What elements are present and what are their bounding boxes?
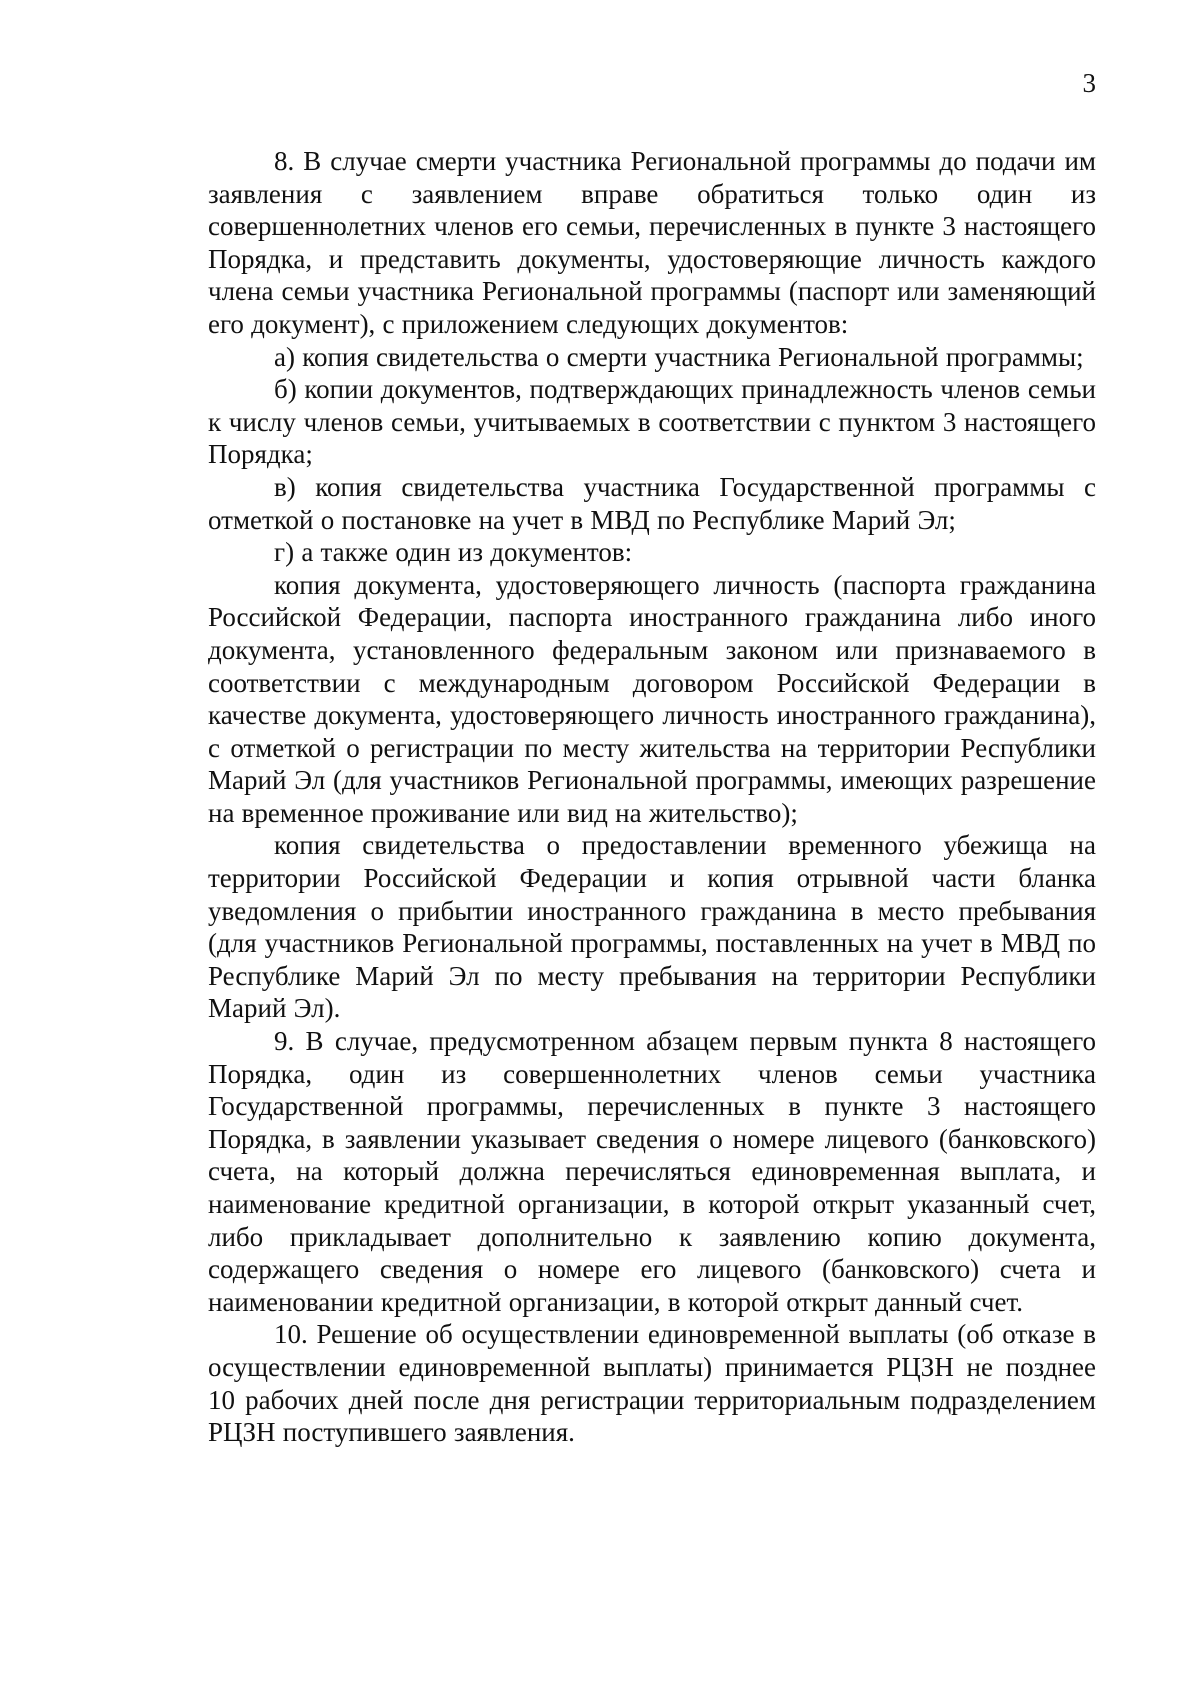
paragraph-clause-8-g: г) а также один из документов: bbox=[274, 537, 633, 568]
paragraph-clause-8-b: б) копии документов, подтверждающих принадлежность членов семьи к числу членов семьи, учитываемых в соответствии с пунктом 3 настоящего Порядка; bbox=[208, 374, 1096, 470]
paragraph-temporary-asylum: копия свидетельства о предоставлении временного убежища на территории Российской Федерации и копия отрывной части бланка уведомления о прибытии иностранного гражданина в место пребывания (для участников Региональной программы, поставленных на учет в МВД по Республике Марий Эл по месту пребывания на территории Республики Марий Эл). bbox=[208, 830, 1096, 1024]
document-body bbox=[208, 145, 1096, 1449]
paragraph-identity-document: копия документа, удостоверяющего личность (паспорта гражданина Российской Федерации, паспорта иностранного гражданина либо иного документа, установленного федеральным законом или признаваемого в соответствии с международным договором Российской Федерации в качестве документа, удостоверяющего личность иностранного гражданина), с отметкой о регистрации по месту жительства на территории Республики Марий Эл (для участников Региональной программы, имеющих разрешение на временное проживание или вид на жительство); bbox=[208, 569, 1096, 828]
paragraph-clause-8-a: а) копия свидетельства о смерти участника Региональной программы; bbox=[274, 341, 1084, 372]
paragraph-clause-9: 9. В случае, предусмотренном абзацем первым пункта 8 настоящего Порядка, один из совершеннолетних членов семьи участника Государственной программы, перечисленных в пункте 3 настоящего Порядка, в заявлении указывает сведения о номере лицевого (банковского) счета, на который должна перечисляться единовременная выплата, и наименование кредитной организации, в которой открыт указанный счет, либо прикладывает дополнительно к заявлению копию документа, содержащего сведения о номере его лицевого (банковского) счета и наименовании кредитной организации, в которой открыт данный счет. bbox=[208, 1026, 1096, 1317]
paragraph-clause-8: 8. В случае смерти участника Региональной программы до подачи им заявления с заявлением вправе обратиться только один из совершеннолетних членов его семьи, перечисленных в пункте 3 настоящего Порядка, и представить документы, удостоверяющие личность каждого члена семьи участника Региональной программы (паспорт или заменяющий его документ), с приложением следующих документов: bbox=[208, 146, 1096, 339]
page-number: 3 bbox=[1082, 68, 1096, 98]
paragraph-clause-10: 10. Решение об осуществлении единовременной выплаты (об отказе в осуществлении единовременной выплаты) принимается РЦЗН не позднее 10 рабочих дней после дня регистрации территориальным подразделением РЦЗН поступившего заявления. bbox=[208, 1319, 1096, 1448]
paragraph-clause-8-v: в) копия свидетельства участника Государственной программы с отметкой о постановке на учет в МВД по Республике Марий Эл; bbox=[208, 471, 1096, 535]
